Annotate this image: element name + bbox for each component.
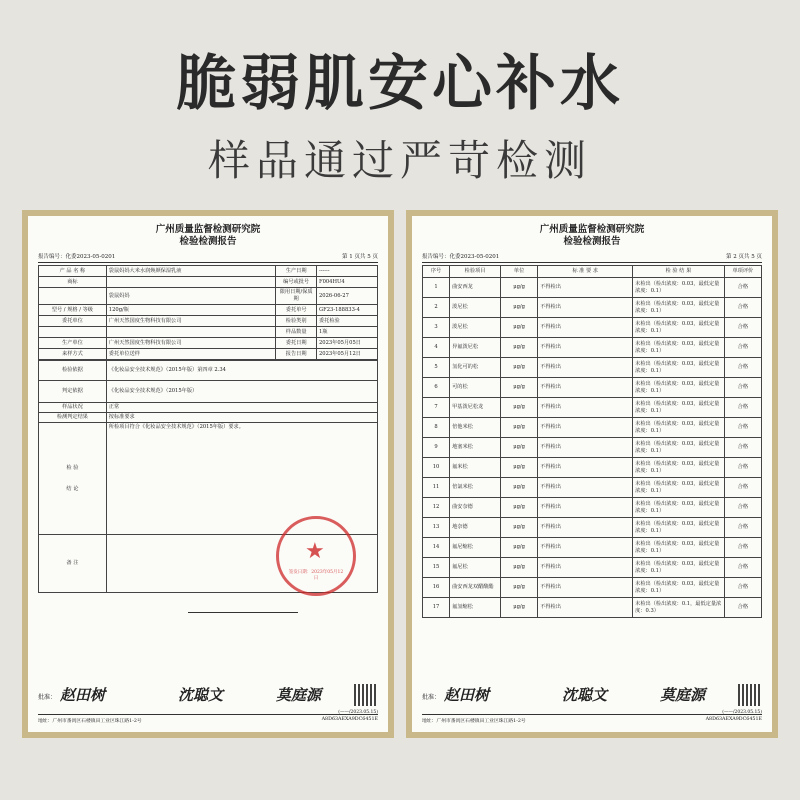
- signature-3: 莫庭源: [276, 686, 322, 704]
- qr-code-icon: [354, 684, 376, 706]
- item-evaluation: 合格: [724, 498, 761, 518]
- item-standard: 不得检出: [538, 458, 633, 478]
- info-label: 型号 / 规格 / 等级: [39, 305, 107, 316]
- item-name: 泼尼松: [450, 318, 501, 338]
- page-number: 第 1 页共 5 页: [342, 254, 378, 260]
- item-standard: 不得检出: [538, 398, 633, 418]
- item-result: 未检出（检出浓度：0.03，最低定量浓度：0.1）: [633, 538, 725, 558]
- item-result: 未检出（检出浓度：0.03，最低定量浓度：0.1）: [633, 498, 725, 518]
- info-value-2: 1瓶: [316, 327, 377, 338]
- approve-label: 批准：: [38, 694, 57, 701]
- item-unit: μg/g: [500, 578, 537, 598]
- item-number: 15: [423, 558, 450, 578]
- item-standard: 不得检出: [538, 278, 633, 298]
- item-name: 异氟泼尼松: [450, 338, 501, 358]
- seal-star-icon: ★: [305, 539, 325, 564]
- item-name: 曲安西龙双醋酸酯: [450, 578, 501, 598]
- info-value: 袋鼠妈妈大米水润焕颜保湿乳液: [106, 266, 276, 277]
- header-unit: 单位: [500, 266, 537, 278]
- item-standard: 不得检出: [538, 478, 633, 498]
- item-standard: 不得检出: [538, 318, 633, 338]
- info-row: [39, 349, 378, 360]
- info-value-2: 2026-06-27: [316, 288, 377, 305]
- address: 地址：广州市番禺区石楼镇田工业区珠江路1-2号: [38, 719, 142, 724]
- signature-row: [422, 680, 762, 710]
- result-row: [423, 498, 762, 518]
- info-label-2: 生产日期: [276, 266, 317, 277]
- judge-value: 《化妆品安全技术规范》（2015年版）: [106, 381, 377, 403]
- item-result: 未检出（检出浓度：0.03，最低定量浓度：0.1）: [633, 358, 725, 378]
- item-standard: 不得检出: [538, 418, 633, 438]
- item-result: 未检出（检出浓度：0.03，最低定量浓度：0.1）: [633, 518, 725, 538]
- signature-1: 赵田树: [60, 686, 106, 704]
- report-title: 检验检测报告: [179, 236, 237, 247]
- result-row: [423, 278, 762, 298]
- item-result: 未检出（检出浓度：0.03，最低定量浓度：0.1）: [633, 278, 725, 298]
- info-row: [39, 266, 378, 277]
- info-label: 来样方式: [39, 349, 107, 360]
- item-standard: 不得检出: [538, 518, 633, 538]
- report-code: A8D63AEXA9DC6451E: [321, 717, 378, 722]
- signature-1: 赵田树: [444, 686, 490, 704]
- item-result: 未检出（检出浓度：0.03，最低定量浓度：0.1）: [633, 578, 725, 598]
- info-label: 商标: [39, 277, 107, 288]
- header-no: 序号: [423, 266, 450, 278]
- item-number: 9: [423, 438, 450, 458]
- info-label: 产 品 名 称: [39, 266, 107, 277]
- item-result: 未检出（检出浓度：0.1，最低定量浓度：0.3）: [633, 598, 725, 618]
- remark-label: 备 注: [39, 535, 107, 593]
- official-seal: [276, 516, 356, 596]
- item-result: 未检出（检出浓度：0.03，最低定量浓度：0.1）: [633, 378, 725, 398]
- item-unit: μg/g: [500, 478, 537, 498]
- approve-label: 批准：: [422, 694, 441, 701]
- item-name: 泼尼松: [450, 298, 501, 318]
- result-row: [423, 538, 762, 558]
- item-evaluation: 合格: [724, 278, 761, 298]
- item-standard: 不得检出: [538, 538, 633, 558]
- seal-date: 签发日期：2023年05月12日: [288, 570, 344, 581]
- item-evaluation: 合格: [724, 598, 761, 618]
- left-report-page: [28, 216, 388, 732]
- state-value: 正常: [106, 403, 377, 413]
- result-row: [423, 598, 762, 618]
- item-result: 未检出（检出浓度：0.03，最低定量浓度：0.1）: [633, 458, 725, 478]
- item-number: 17: [423, 598, 450, 618]
- item-evaluation: 合格: [724, 318, 761, 338]
- info-label-2: 样品数量: [276, 327, 317, 338]
- item-number: 4: [423, 338, 450, 358]
- item-unit: μg/g: [500, 538, 537, 558]
- item-number: 8: [423, 418, 450, 438]
- item-number: 12: [423, 498, 450, 518]
- judge-label: 判定依据: [39, 381, 107, 403]
- info-label-2: 限用日期/保质期: [276, 288, 317, 305]
- header-result: 检 验 结 果: [633, 266, 725, 278]
- report-code: A8D63AEXA9DC6451E: [705, 717, 762, 722]
- item-standard: 不得检出: [538, 498, 633, 518]
- item-standard: 不得检出: [538, 558, 633, 578]
- item-evaluation: 合格: [724, 398, 761, 418]
- right-report-page: [412, 216, 772, 732]
- result-row: [423, 338, 762, 358]
- item-evaluation: 合格: [724, 438, 761, 458]
- item-unit: μg/g: [500, 558, 537, 578]
- report-title: 检验检测报告: [563, 236, 621, 247]
- report-institute: 广州质量监督检测研究院: [155, 224, 261, 235]
- qr-caption: (——/2023.05.15): [338, 710, 378, 715]
- item-evaluation: 合格: [724, 378, 761, 398]
- result-row: [423, 298, 762, 318]
- report-footer: [422, 714, 762, 724]
- item-evaluation: 合格: [724, 418, 761, 438]
- item-number: 2: [423, 298, 450, 318]
- item-evaluation: 合格: [724, 458, 761, 478]
- info-value-2: 2023年05月05日: [316, 338, 377, 349]
- info-label-2: 报告日期: [276, 349, 317, 360]
- item-number: 3: [423, 318, 450, 338]
- item-evaluation: 合格: [724, 338, 761, 358]
- item-unit: μg/g: [500, 498, 537, 518]
- item-name: 可的松: [450, 378, 501, 398]
- report-meta: [38, 252, 378, 263]
- info-label: [39, 288, 107, 305]
- info-value-2: ------: [316, 266, 377, 277]
- item-unit: μg/g: [500, 458, 537, 478]
- item-number: 10: [423, 458, 450, 478]
- qr-code-icon: [738, 684, 760, 706]
- item-unit: μg/g: [500, 438, 537, 458]
- signature-line: [188, 612, 298, 613]
- info-value: 广州天然国度生物科技有限公司: [106, 338, 276, 349]
- info-label-2: 编号或批号: [276, 277, 317, 288]
- item-number: 6: [423, 378, 450, 398]
- address: 地址：广州市番禺区石楼镇田工业区珠江路1-2号: [422, 719, 526, 724]
- info-value-2: 委托检验: [316, 316, 377, 327]
- info-label-2: 检验类别: [276, 316, 317, 327]
- item-evaluation: 合格: [724, 478, 761, 498]
- left-report-frame: [22, 210, 394, 738]
- item-name: 地奈德: [450, 518, 501, 538]
- item-evaluation: 合格: [724, 578, 761, 598]
- item-number: 13: [423, 518, 450, 538]
- item-standard: 不得检出: [538, 298, 633, 318]
- info-label: 委托单位: [39, 316, 107, 327]
- item-evaluation: 合格: [724, 538, 761, 558]
- item-name: 氢化可的松: [450, 358, 501, 378]
- basis-value: 《化妆品安全技术规范》（2015年版）第四章 2.34: [106, 361, 377, 381]
- result-row: [423, 438, 762, 458]
- result-row: [423, 358, 762, 378]
- result-row: [423, 478, 762, 498]
- right-report-frame: [406, 210, 778, 738]
- item-unit: μg/g: [500, 318, 537, 338]
- report-number: 报告编号：化委2023-05-0201: [38, 254, 116, 260]
- item-result: 未检出（检出浓度：0.03，最低定量浓度：0.1）: [633, 338, 725, 358]
- item-name: 地塞米松: [450, 438, 501, 458]
- item-number: 11: [423, 478, 450, 498]
- state-label: 样品状况: [39, 403, 107, 413]
- item-number: 5: [423, 358, 450, 378]
- result-row: [423, 518, 762, 538]
- item-standard: 不得检出: [538, 438, 633, 458]
- info-label-2: 委托单号: [276, 305, 317, 316]
- conclusion-label-2: 结 论: [66, 485, 79, 492]
- info-label-2: 委托日期: [276, 338, 317, 349]
- report-meta: [422, 252, 762, 263]
- item-evaluation: 合格: [724, 358, 761, 378]
- result-row: [423, 418, 762, 438]
- item-standard: 不得检出: [538, 578, 633, 598]
- item-result: 未检出（检出浓度：0.03，最低定量浓度：0.1）: [633, 398, 725, 418]
- item-unit: μg/g: [500, 518, 537, 538]
- item-standard: 不得检出: [538, 598, 633, 618]
- item-result: 未检出（检出浓度：0.03，最低定量浓度：0.1）: [633, 298, 725, 318]
- item-name: 甲基泼尼松龙: [450, 398, 501, 418]
- item-number: 16: [423, 578, 450, 598]
- info-value-2: 2023年05月12日: [316, 349, 377, 360]
- item-evaluation: 合格: [724, 298, 761, 318]
- info-value: 委托单位送样: [106, 349, 276, 360]
- item-evaluation: 合格: [724, 558, 761, 578]
- item-result: 未检出（检出浓度：0.03，最低定量浓度：0.1）: [633, 558, 725, 578]
- info-value-2: F004HU4: [316, 277, 377, 288]
- info-row: [39, 327, 378, 338]
- signature-row: [38, 680, 378, 710]
- info-label: 生产单位: [39, 338, 107, 349]
- signature-2: 沈聪文: [178, 686, 224, 704]
- req-label: 检测判定结果: [39, 413, 107, 423]
- conclusion-label: 检 验: [66, 464, 79, 471]
- report-footer: [38, 714, 378, 724]
- item-name: 氟尼松: [450, 558, 501, 578]
- header-item: 检验项目: [450, 266, 501, 278]
- item-unit: μg/g: [500, 418, 537, 438]
- headline: 脆弱肌安心补水: [176, 49, 624, 119]
- item-name: 倍氯米松: [450, 478, 501, 498]
- item-standard: 不得检出: [538, 378, 633, 398]
- result-row: [423, 458, 762, 478]
- header-standard: 标 准 要 求: [538, 266, 633, 278]
- result-row: [423, 318, 762, 338]
- result-row: [423, 398, 762, 418]
- report-institute: 广州质量监督检测研究院: [539, 224, 645, 235]
- item-result: 未检出（检出浓度：0.03，最低定量浓度：0.1）: [633, 318, 725, 338]
- results-table: [422, 265, 762, 618]
- info-value: 120g/瓶: [106, 305, 276, 316]
- signature-3: 莫庭源: [660, 686, 706, 704]
- report-number: 报告编号：化委2023-05-0201: [422, 254, 500, 260]
- page-number: 第 2 页共 5 页: [726, 254, 762, 260]
- info-label: [39, 327, 107, 338]
- header-evaluation: 单项评价: [724, 266, 761, 278]
- item-unit: μg/g: [500, 378, 537, 398]
- item-name: 氟米松: [450, 458, 501, 478]
- conclusion-value: 所检项目符合《化妆品安全技术规范》（2015年版）要求。: [106, 423, 377, 535]
- product-info-table: [38, 265, 378, 360]
- item-result: 未检出（检出浓度：0.03，最低定量浓度：0.1）: [633, 418, 725, 438]
- info-value: [106, 277, 276, 288]
- item-number: 7: [423, 398, 450, 418]
- item-unit: μg/g: [500, 398, 537, 418]
- info-value: 袋鼠妈妈: [106, 288, 276, 305]
- item-name: 倍他米松: [450, 418, 501, 438]
- info-row: [39, 305, 378, 316]
- item-unit: μg/g: [500, 338, 537, 358]
- result-row: [423, 378, 762, 398]
- info-value-2: GF23-188833-4: [316, 305, 377, 316]
- info-value: [106, 327, 276, 338]
- item-unit: μg/g: [500, 598, 537, 618]
- subline: 样品通过严苛检测: [207, 136, 592, 185]
- signature-2: 沈聪文: [562, 686, 608, 704]
- req-value: 按标准要求: [106, 413, 377, 423]
- conclusion-label-cell: [39, 423, 107, 535]
- item-result: 未检出（检出浓度：0.03，最低定量浓度：0.1）: [633, 438, 725, 458]
- basis-label: 检验依据: [39, 361, 107, 381]
- item-unit: μg/g: [500, 298, 537, 318]
- item-evaluation: 合格: [724, 518, 761, 538]
- info-row: [39, 316, 378, 327]
- info-row: [39, 338, 378, 349]
- item-name: 氟氢缩松: [450, 598, 501, 618]
- item-standard: 不得检出: [538, 358, 633, 378]
- qr-caption: (——/2023.05.15): [722, 710, 762, 715]
- item-number: 14: [423, 538, 450, 558]
- item-unit: μg/g: [500, 278, 537, 298]
- info-row: [39, 277, 378, 288]
- item-result: 未检出（检出浓度：0.03，最低定量浓度：0.1）: [633, 478, 725, 498]
- info-row: [39, 288, 378, 305]
- item-name: 氟尼缩松: [450, 538, 501, 558]
- result-row: [423, 558, 762, 578]
- info-value: 广州天然国度生物科技有限公司: [106, 316, 276, 327]
- result-row: [423, 578, 762, 598]
- item-name: 曲安奈德: [450, 498, 501, 518]
- item-name: 曲安西龙: [450, 278, 501, 298]
- item-number: 1: [423, 278, 450, 298]
- item-unit: μg/g: [500, 358, 537, 378]
- item-standard: 不得检出: [538, 338, 633, 358]
